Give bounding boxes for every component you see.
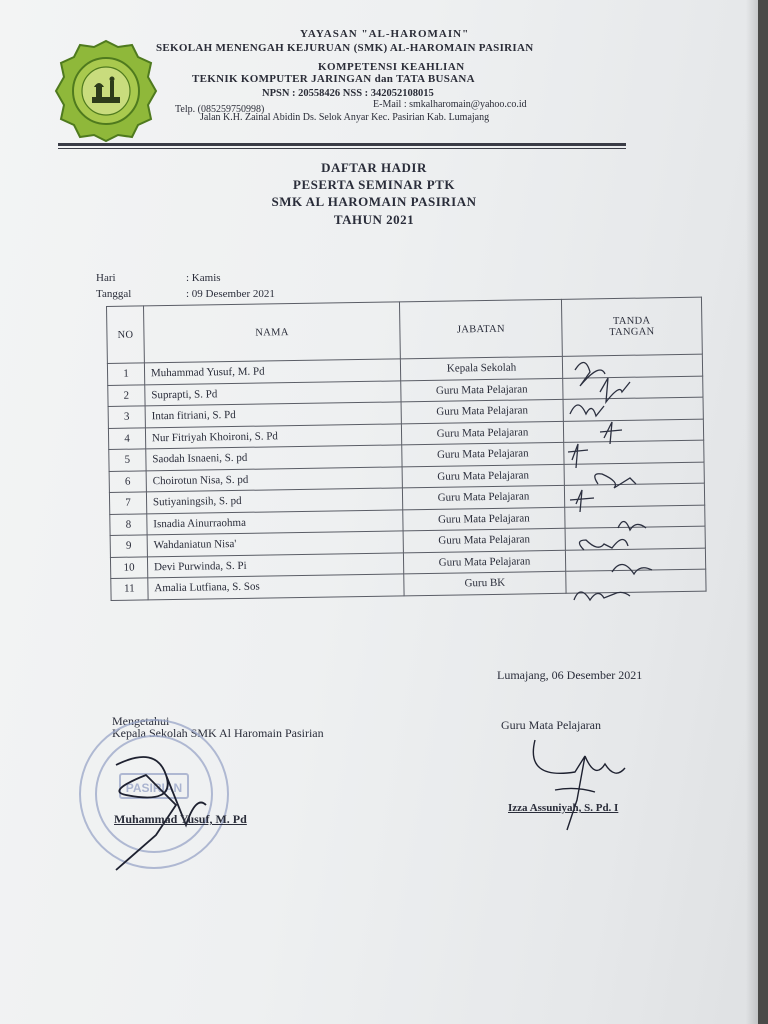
row-number: 9 <box>110 535 147 557</box>
principal-name: Muhammad Yusuf, M. Pd <box>114 812 247 826</box>
doc-title: DAFTAR HADIR <box>321 160 427 175</box>
teacher-name: Izza Assuniyah, S. Pd. I <box>508 802 619 814</box>
doc-subtitle-year: TAHUN 2021 <box>333 212 415 227</box>
principal-role: Kepala Sekolah SMK Al Haromain Pasirian <box>112 726 324 740</box>
row-position: Guru Mata Pelajaran <box>401 399 563 423</box>
row-name: Isnadia Ainurraohma <box>147 509 404 535</box>
row-position: Guru Mata Pelajaran <box>401 378 563 402</box>
row-position: Guru Mata Pelajaran <box>403 485 565 509</box>
row-number: 7 <box>109 492 146 514</box>
page-edge-shadow <box>746 0 758 1024</box>
signature-mark <box>579 539 628 550</box>
row-position: Guru BK <box>404 571 566 595</box>
row-position: Guru Mata Pelajaran <box>402 421 564 445</box>
letterhead-email: E-Mail : smkalharomain@yahoo.co.id <box>373 99 527 110</box>
signature-mark <box>612 564 652 574</box>
place-date: Lumajang, 06 Desember 2021 <box>497 668 643 682</box>
row-name: Choirotun Nisa, S. pd <box>146 466 403 492</box>
header-no: NO <box>107 306 145 364</box>
signature-mark <box>575 362 605 386</box>
letterhead-programs: TEKNIK KOMPUTER JARINGAN dan TATA BUSANA <box>192 73 475 85</box>
table-signatures <box>560 352 680 612</box>
header-ttd-line1: TANDA <box>612 315 651 328</box>
signature-mark <box>600 378 630 402</box>
letterhead-school-name: SEKOLAH MENENGAH KEJURUAN (SMK) AL-HAROMAIN PASIRIAN <box>156 42 534 54</box>
row-number: 4 <box>108 427 145 449</box>
row-name: Sutiyaningsih, S. pd <box>146 488 403 514</box>
signature-mark <box>574 592 630 600</box>
stamp-text: PASIRIAN <box>125 781 183 795</box>
row-name: Wahdaniatun Nisa' <box>147 531 404 557</box>
row-name: Devi Purwinda, S. Pi <box>147 552 404 578</box>
header-tanda-tangan <box>561 297 702 356</box>
row-number: 6 <box>109 470 146 492</box>
row-position: Guru Mata Pelajaran <box>404 550 566 574</box>
letterhead-npsn: NPSN : 20558426 NSS : 342052108015 <box>262 88 434 99</box>
header-ttd-line2: TANGAN <box>609 326 655 339</box>
row-position: Kepala Sekolah <box>401 356 563 380</box>
row-number: 8 <box>110 513 147 535</box>
letterhead-phone: Telp. (085259750998) <box>175 104 265 115</box>
row-number: 2 <box>108 384 145 406</box>
signature-mark <box>568 444 588 468</box>
principal-signature <box>96 735 236 885</box>
signature-mark <box>600 422 622 444</box>
letterhead-competency: KOMPETENSI KEAHLIAN <box>318 61 465 73</box>
letterhead-rule-thick <box>58 143 626 146</box>
signature-mark <box>595 474 636 488</box>
signature-mark <box>570 405 604 416</box>
teacher-role: Guru Mata Pelajaran <box>501 718 601 732</box>
row-number: 5 <box>109 449 146 471</box>
letterhead-address: Jalan K.H. Zainal Abidin Ds. Selok Anyar Kec. Pasirian Kab. Lumajang <box>200 112 490 123</box>
row-position: Guru Mata Pelajaran <box>402 442 564 466</box>
row-name: Amalia Lutfiana, S. Sos <box>148 574 405 600</box>
day-value: : Kamis <box>186 272 221 284</box>
letterhead-foundation: YAYASAN "AL-HAROMAIN" <box>300 28 470 40</box>
row-number: 11 <box>111 578 148 600</box>
row-number: 3 <box>108 406 145 428</box>
row-position: Guru Mata Pelajaran <box>402 464 564 488</box>
teacher-signature <box>515 720 655 840</box>
doc-subtitle-event: PESERTA SEMINAR PTK <box>293 177 455 192</box>
day-label: Hari <box>96 272 116 284</box>
row-name: Saodah Isnaeni, S. pd <box>146 445 403 471</box>
signature-mark <box>618 521 646 530</box>
acknowledged-label: Mengetahui <box>112 714 170 728</box>
header-nama: NAMA <box>143 302 400 363</box>
date-label: Tanggal <box>96 288 132 300</box>
row-name: Suprapti, S. Pd <box>145 380 402 406</box>
row-position: Guru Mata Pelajaran <box>403 507 565 531</box>
doc-subtitle-school: SMK AL HAROMAIN PASIRIAN <box>271 194 477 209</box>
row-name: Intan fitriani, S. Pd <box>145 402 402 428</box>
school-crest-logo <box>50 38 162 144</box>
row-number: 10 <box>110 556 147 578</box>
date-value: : 09 Desember 2021 <box>186 288 275 300</box>
row-position: Guru Mata Pelajaran <box>403 528 565 552</box>
letterhead-rule-thin <box>58 148 626 149</box>
row-name: Muhammad Yusuf, M. Pd <box>144 359 401 385</box>
row-number: 1 <box>107 363 144 385</box>
header-jabatan: JABATAN <box>400 299 562 359</box>
row-name: Nur Fitriyah Khoironi, S. Pd <box>145 423 402 449</box>
signature-mark <box>570 490 594 512</box>
